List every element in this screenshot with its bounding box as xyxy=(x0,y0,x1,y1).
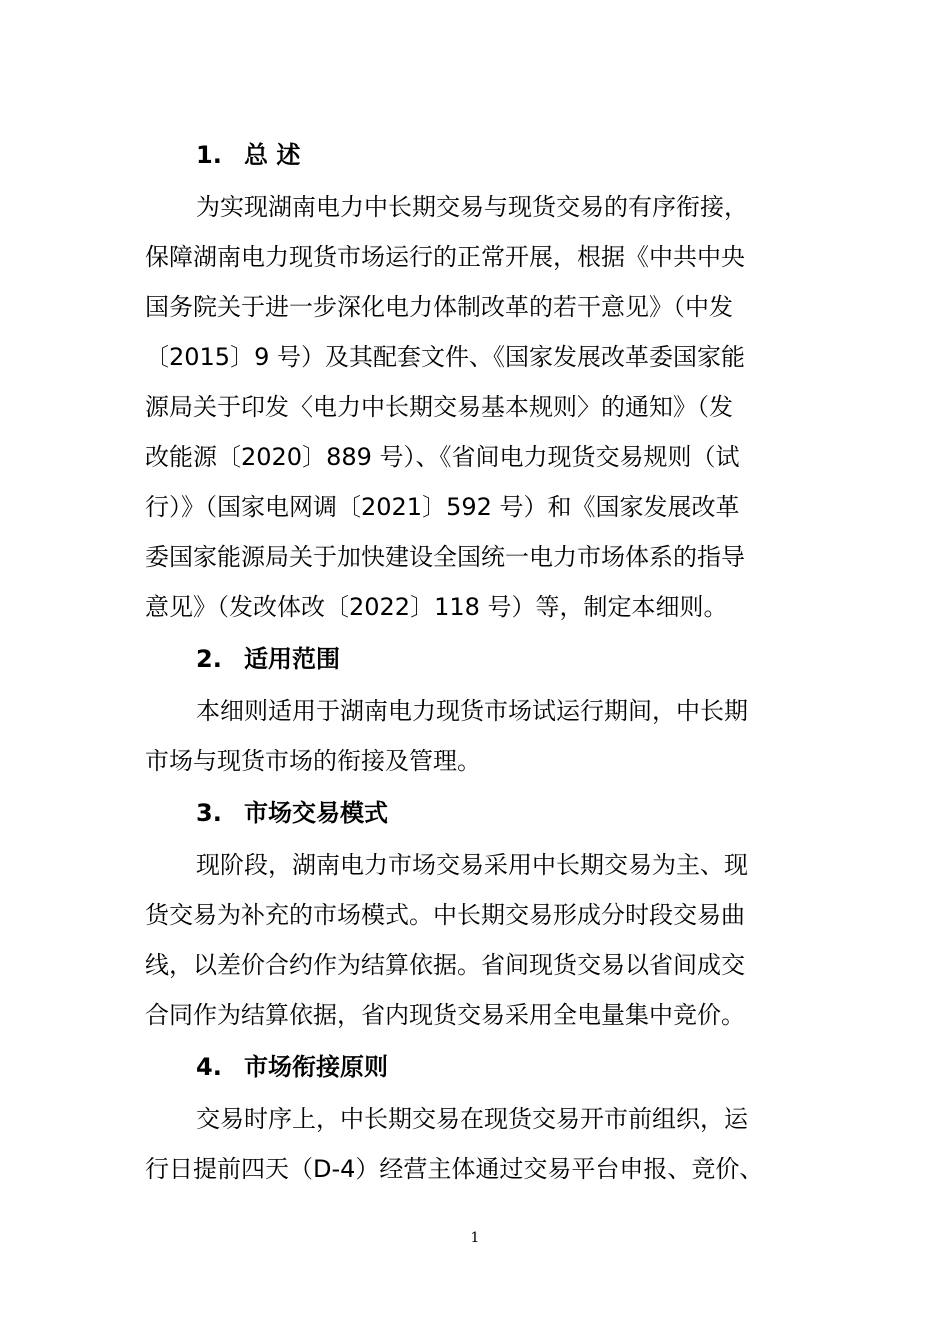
section-heading-2 xyxy=(145,632,810,686)
section-heading-3 xyxy=(145,786,810,840)
paragraph-line: 线，以差价合约作为结算依据。省间现货交易以省间成交 xyxy=(145,951,745,979)
section-number: 3. xyxy=(196,799,222,827)
paragraph-line: 现阶段，湖南电力市场交易采用中长期交易为主、现 xyxy=(196,851,748,879)
paragraph-line: 国务院关于进一步深化电力体制改革的若干意见》（中发 xyxy=(145,293,733,321)
section-4-paragraph xyxy=(145,1094,810,1194)
section-number: 2. xyxy=(196,645,222,673)
section-title: 适用范围 xyxy=(244,645,340,673)
section-2-paragraph xyxy=(145,686,810,786)
paragraph-line: 货交易为补充的市场模式。中长期交易形成分时段交易曲 xyxy=(145,901,745,929)
document-body xyxy=(145,128,810,1194)
paragraph-line: 合同作为结算依据，省内现货交易采用全电量集中竞价。 xyxy=(145,1001,745,1029)
section-3-paragraph xyxy=(145,840,810,1040)
paragraph-line: 〔2015〕9 号）及其配套文件、《国家发展改革委国家能 xyxy=(145,343,745,371)
section-number: 1. xyxy=(196,141,222,169)
section-title: 总 述 xyxy=(244,141,301,169)
paragraph-line: 本细则适用于湖南电力现货市场试运行期间，中长期 xyxy=(196,697,748,725)
paragraph-line: 意见》（发改体改〔2022〕118 号）等，制定本细则。 xyxy=(145,593,728,621)
paragraph-line: 源局关于印发〈电力中长期交易基本规则〉的通知》（发 xyxy=(145,393,733,421)
section-1-paragraph xyxy=(145,182,810,632)
section-heading-4 xyxy=(145,1040,810,1094)
section-title: 市场交易模式 xyxy=(244,799,388,827)
paragraph-line: 行日提前四天（D-4）经营主体通过交易平台申报、竞价、 xyxy=(145,1155,764,1183)
paragraph-line: 市场与现货市场的衔接及管理。 xyxy=(145,747,481,775)
paragraph-line: 行）》（国家电网调〔2021〕592 号）和《国家发展改革 xyxy=(145,493,740,521)
paragraph-line: 交易时序上，中长期交易在现货交易开市前组织，运 xyxy=(196,1105,748,1133)
paragraph-line: 为实现湖南电力中长期交易与现货交易的有序衔接， xyxy=(196,193,748,221)
page-number: 1 xyxy=(470,1230,480,1246)
paragraph-line: 保障湖南电力现货市场运行的正常开展，根据《中共中央 xyxy=(145,243,745,271)
section-number: 4. xyxy=(196,1053,222,1081)
paragraph-line: 改能源〔2020〕889 号）、《省间电力现货交易规则（试 xyxy=(145,443,740,471)
section-title: 市场衔接原则 xyxy=(244,1053,388,1081)
paragraph-line: 委国家能源局关于加快建设全国统一电力市场体系的指导 xyxy=(145,543,745,571)
section-heading-1 xyxy=(145,128,810,182)
